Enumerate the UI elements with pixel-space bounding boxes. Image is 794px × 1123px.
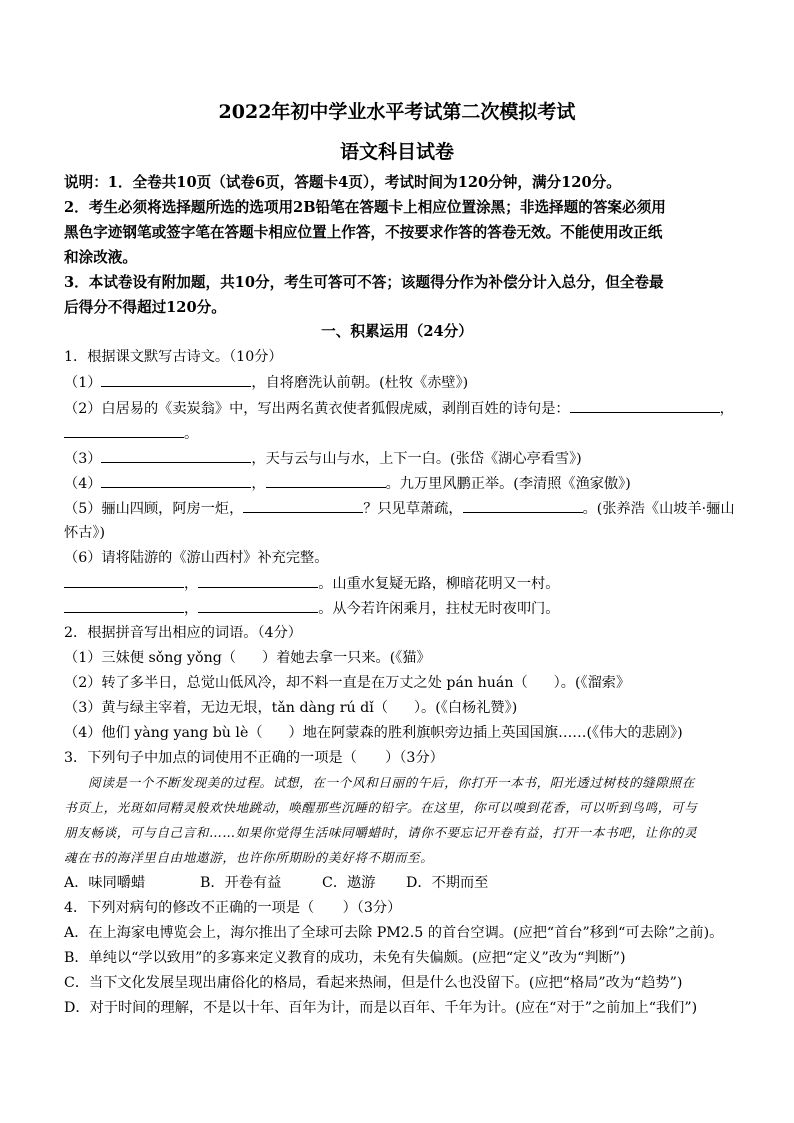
q3-stem: 3．下列句子中加点的词使用不正确的一项是（ ）（3分） (64, 750, 444, 766)
answer-blank[interactable] (570, 398, 720, 413)
instruction-line: 后得分不得超过120分。 (64, 299, 226, 316)
q3-passage-line: 魂在书的海洋里自由地遨游，也许你所期盼的美好将不期而至。 (64, 850, 434, 865)
answer-blank[interactable] (64, 598, 184, 613)
answer-blank[interactable] (463, 498, 583, 513)
q2-stem: 2．根据拼音写出相应的词语。（4分） (64, 625, 302, 641)
exam-subtitle: 语文科目试卷 (339, 141, 454, 163)
q1-item-5-cont: 怀古》) (64, 525, 105, 541)
q3-option-a[interactable]: A．味同嚼蜡 (64, 875, 146, 891)
q3-option-c[interactable]: C．遨游 (322, 875, 376, 891)
section-heading: 一、积累运用（24分） (321, 323, 473, 340)
q1-stem: 1．根据课文默写古诗文。（10分） (64, 349, 283, 365)
q3-option-b[interactable]: B．开卷有益 (200, 875, 282, 891)
q4-option-a[interactable]: A．在上海家电博览会上，海尔推出了全球可去除 PM2.5 的首台空调。(应把“首台”移到“可去除”之前)。 (64, 925, 724, 941)
q3-option-d[interactable]: D．不期而至 (406, 875, 489, 891)
q1-item-3: （3） ，天与云与山与水，上下一白。(张岱《湖心亭看雪》) (64, 448, 744, 469)
q2-item-2: （2）转了多半日，总觉山低风冷，却不料一直是在万丈之处 pán huán（ ）。(《溜索》 (64, 675, 631, 691)
q3-passage-line: 书页上，光斑如同精灵般欢快地跳动，唤醒那些沉睡的铅字。在这里，你可以嗅到花香，可以听到鸟鸣，可与 (64, 800, 698, 815)
q2-item-4: （4）他们 yàng yang bù lè（ ）地在阿蒙森的胜利旗帜旁边插上英国国旗……(《伟大的悲剧》) (64, 725, 683, 741)
q4-option-d[interactable]: D．对于时间的理解，不是以十年、百年为计，而是以百年、千年为计。(应在“对于”之前加上“我们”) (64, 1000, 698, 1016)
answer-blank[interactable] (243, 498, 363, 513)
q1-item-4: （4） ， 。九万里风鹏正举。(李清照《渔家傲》) (64, 473, 744, 494)
instruction-line: 和涂改液。 (64, 249, 137, 266)
q1-item-5: （5）骊山四顾，阿房一炬， ？只见草萧疏， 。(张养浩《山坡羊·骊山 (64, 498, 744, 519)
q2-item-3: （3）黄与绿主宰着，无边无垠，tǎn dàng rú dǐ（ ）。(《白杨礼赞》) (64, 700, 518, 716)
q1-item-2: （2）白居易的《卖炭翁》中，写出两名黄衣使者狐假虎威，剥削百姓的诗句是： ， (64, 398, 744, 419)
instruction-line: 2．考生必须将选择题所选的选项用2B铅笔在答题卡上相应位置涂黑；非选择题的答案必须用 (64, 199, 666, 216)
q1-item-6: （6）请将陆游的《游山西村》补充完整。 (64, 550, 329, 566)
answer-blank[interactable] (101, 448, 251, 463)
instruction-line: 说明：1．全卷共10页（试卷6页，答题卡4页），考试时间为120分钟，满分120分。 (64, 174, 621, 191)
exam-title: 2022年初中学业水平考试第二次模拟考试 (218, 101, 576, 123)
q3-passage-line: 朋友畅谈，可与自己言和……如果你觉得生活味同嚼蜡时，请你不要忘记开卷有益，打开一本书吧，让你的灵 (64, 825, 698, 840)
q1-item-2-cont: 。 (64, 423, 744, 444)
answer-blank[interactable] (198, 598, 318, 613)
q3-options (64, 873, 744, 893)
answer-blank[interactable] (101, 473, 251, 488)
q1-item-1: （1） ，自将磨洗认前朝。(杜牧《赤壁》) (64, 372, 744, 393)
answer-blank[interactable] (198, 573, 318, 588)
answer-blank[interactable] (64, 573, 184, 588)
instruction-line: 3．本试卷设有附加题，共10分，考生可答可不答；该题得分作为补偿分计入总分，但全卷最 (64, 274, 664, 291)
answer-blank[interactable] (101, 372, 251, 387)
q1-item-6-line-1: ， 。山重水复疑无路，柳暗花明又一村。 (64, 573, 744, 594)
q4-option-b[interactable]: B．单纯以“学以致用”的多寡来定义教育的成功，未免有失偏颇。(应把“定义”改为“判断”) (64, 950, 626, 966)
answer-blank[interactable] (266, 473, 386, 488)
q4-option-c[interactable]: C．当下文化发展呈现出庸俗化的格局，看起来热闹，但是什么也没留下。(应把“格局”改为“趋势”) (64, 975, 683, 991)
instruction-line: 黑色字迹钢笔或签字笔在答题卡相应位置上作答，不按要求作答的答卷无效。不能使用改正纸 (64, 224, 663, 241)
answer-blank[interactable] (64, 423, 184, 438)
q1-item-6-line-2: ， 。从今若许闲乘月，拄杖无时夜叩门。 (64, 598, 744, 619)
q3-passage-line: 阅读是一个不断发现美的过程。试想，在一个风和日丽的午后，你打开一本书，阳光透过树枝的缝隙照在 (88, 775, 695, 790)
q4-stem: 4．下列对病句的修改不正确的一项是（ ）（3分） (64, 900, 402, 916)
q2-item-1: （1）三妹便 sǒng yǒng（ ）着她去拿一只来。(《猫》 (64, 650, 431, 666)
